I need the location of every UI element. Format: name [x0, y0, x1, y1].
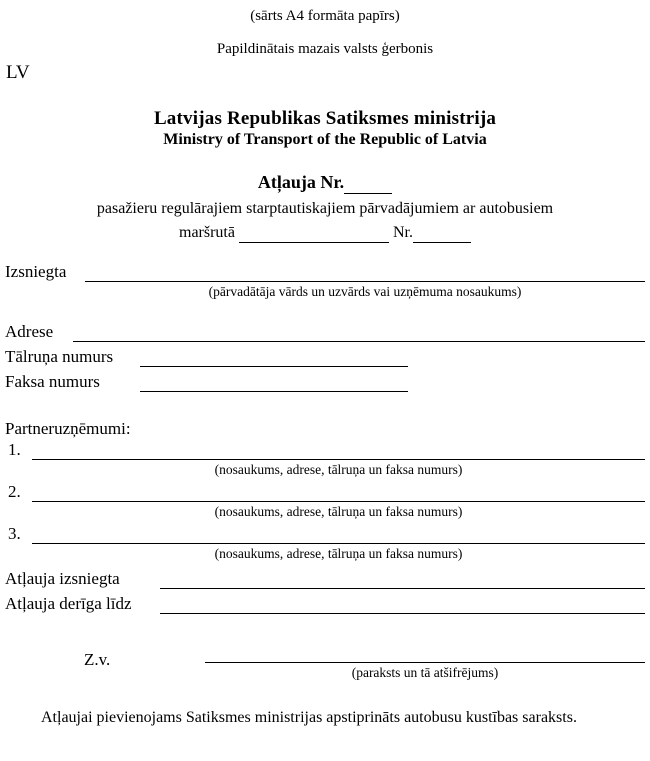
ministry-title-lv: Latvijas Republikas Satiksmes ministrija — [153, 108, 497, 129]
seal-label: Z.v. — [84, 650, 111, 669]
address-field[interactable] — [73, 341, 645, 342]
emblem-note: Papildinātais mazais valsts ģerbonis — [216, 41, 434, 57]
issued-to-label: Izsniegta — [5, 262, 67, 281]
partner-caption: (nosaukums, adrese, tālruņa un faksa numurs) — [214, 546, 463, 561]
partner-field[interactable] — [32, 543, 645, 544]
signature-field[interactable] — [205, 662, 645, 663]
fax-field[interactable] — [140, 391, 408, 392]
ministry-title-en: Ministry of Transport of the Republic of Latvia — [163, 131, 487, 148]
phone-field[interactable] — [140, 366, 408, 367]
fax-label: Faksa numurs — [5, 372, 100, 391]
partner-number: 1. — [8, 440, 21, 459]
route-number-field[interactable] — [413, 224, 471, 243]
issued-date-label: Atļauja izsniegta — [5, 569, 120, 588]
route-number-label: Nr. — [392, 224, 413, 241]
address-label: Adrese — [5, 322, 54, 341]
partner-field[interactable] — [32, 459, 645, 460]
footer-paragraph: Atļaujai pievienojams Satiksmes ministrijas apstiprināts autobusu kustības saraksts. — [41, 709, 577, 726]
paper-type-note: (sārts A4 formāta papīrs) — [250, 8, 400, 24]
partner-caption: (nosaukums, adrese, tālruņa un faksa numurs) — [214, 504, 463, 519]
partner-number: 2. — [8, 482, 21, 501]
phone-label: Tālruņa numurs — [5, 347, 114, 366]
issued-to-field[interactable] — [85, 281, 645, 282]
valid-until-label: Atļauja derīga līdz — [5, 594, 132, 613]
partner-number: 3. — [8, 524, 21, 543]
signature-caption: (paraksts un tā atšifrējums) — [351, 665, 499, 680]
permit-number-field[interactable] — [344, 172, 392, 194]
partner-caption: (nosaukums, adrese, tālruņa un faksa numurs) — [214, 462, 463, 477]
issued-to-caption: (pārvadātāja vārds un uzvārds vai uzņēmuma nosaukums) — [208, 284, 522, 299]
permit-heading — [0, 172, 650, 194]
permit-label: Atļauja Nr. — [257, 172, 345, 192]
purpose-line: pasažieru regulārajiem starptautiskajiem pārvadājumiem ar autobusiem — [96, 200, 554, 217]
partners-label: Partneruzņēmumi: — [5, 419, 131, 438]
route-value-field[interactable] — [239, 224, 389, 243]
route-line — [0, 224, 650, 243]
valid-until-field[interactable] — [160, 613, 645, 614]
issued-date-field[interactable] — [160, 588, 645, 589]
country-code: LV — [6, 62, 30, 83]
partner-field[interactable] — [32, 501, 645, 502]
route-label: maršrutā — [179, 224, 235, 241]
